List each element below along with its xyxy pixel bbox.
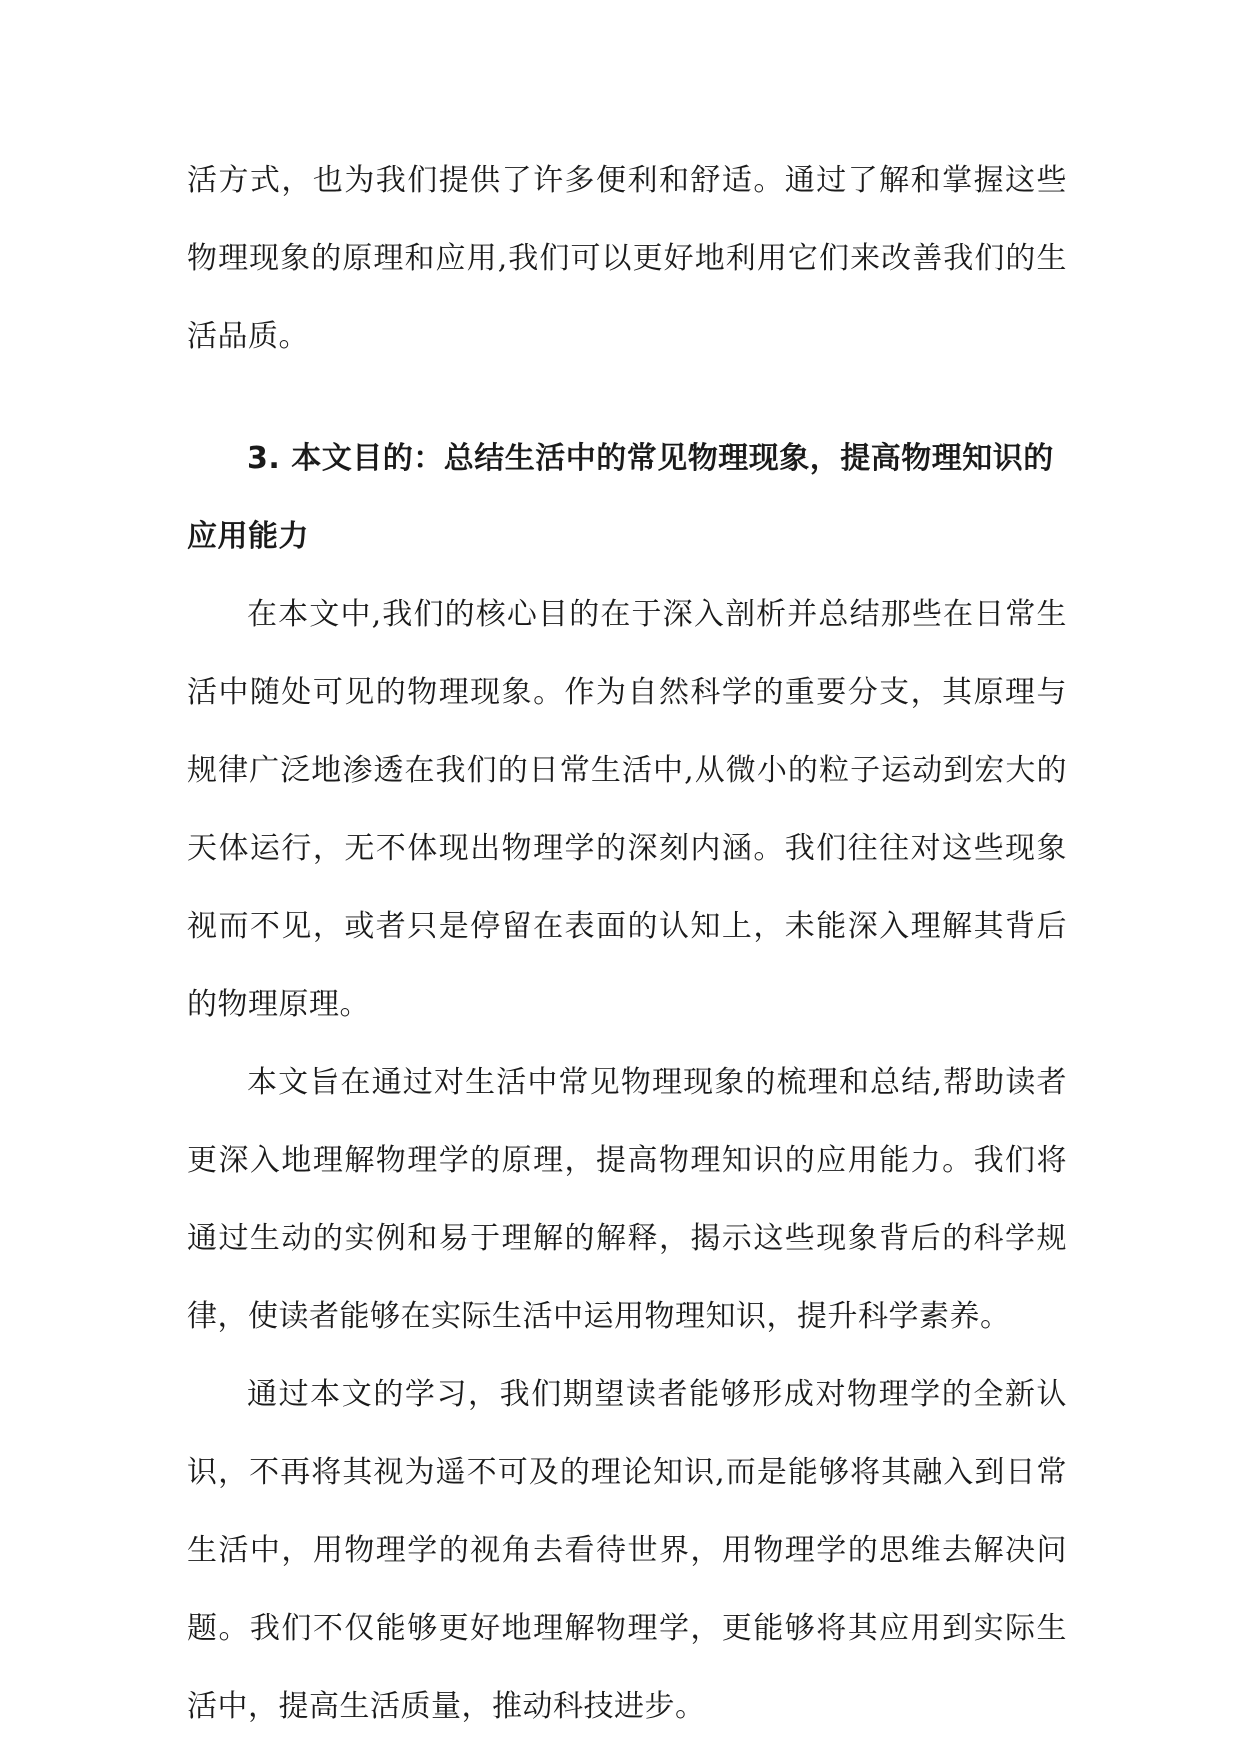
paragraph-expectation: 通过本文的学习，我们期望读者能够形成对物理学的全新认识，不再将其视为遥不可及的理论知识,而是能够将其融入到日常生活中，用物理学的视角去看待世界，用物理学的思维去解决问题。我们不仅能够更好地理解物理学，更能够将其应用到实际生活中，提高生活质量，推动科技进步。 [187, 1377, 1067, 1724]
paragraph-intro-continuation: 活方式，也为我们提供了许多便利和舒适。通过了解和掌握这些物理现象的原理和应用,我们可以更好地利用它们来改善我们的生活品质。 [187, 163, 1067, 354]
paragraph-purpose: 在本文中,我们的核心目的在于深入剖析并总结那些在日常生活中随处可见的物理现象。作为自然科学的重要分支，其原理与规律广泛地渗透在我们的日常生活中,从微小的粒子运动到宏大的天体运行，无不体现出物理学的深刻内涵。我们往往对这些现象视而不见，或者只是停留在表面的认知上，未能深入理解其背后的物理原理。 [187, 597, 1067, 1022]
section-heading: 3. 本文目的：总结生活中的常见物理现象，提高物理知识的应用能力 [187, 441, 1054, 554]
document-body [187, 142, 1067, 1746]
paragraph-aim: 本文旨在通过对生活中常见物理现象的梳理和总结,帮助读者更深入地理解物理学的原理，提高物理知识的应用能力。我们将通过生动的实例和易于理解的解释，揭示这些现象背后的科学规律，使读者能够在实际生活中运用物理知识，提升科学素养。 [187, 1065, 1067, 1334]
spacer [187, 376, 1067, 420]
